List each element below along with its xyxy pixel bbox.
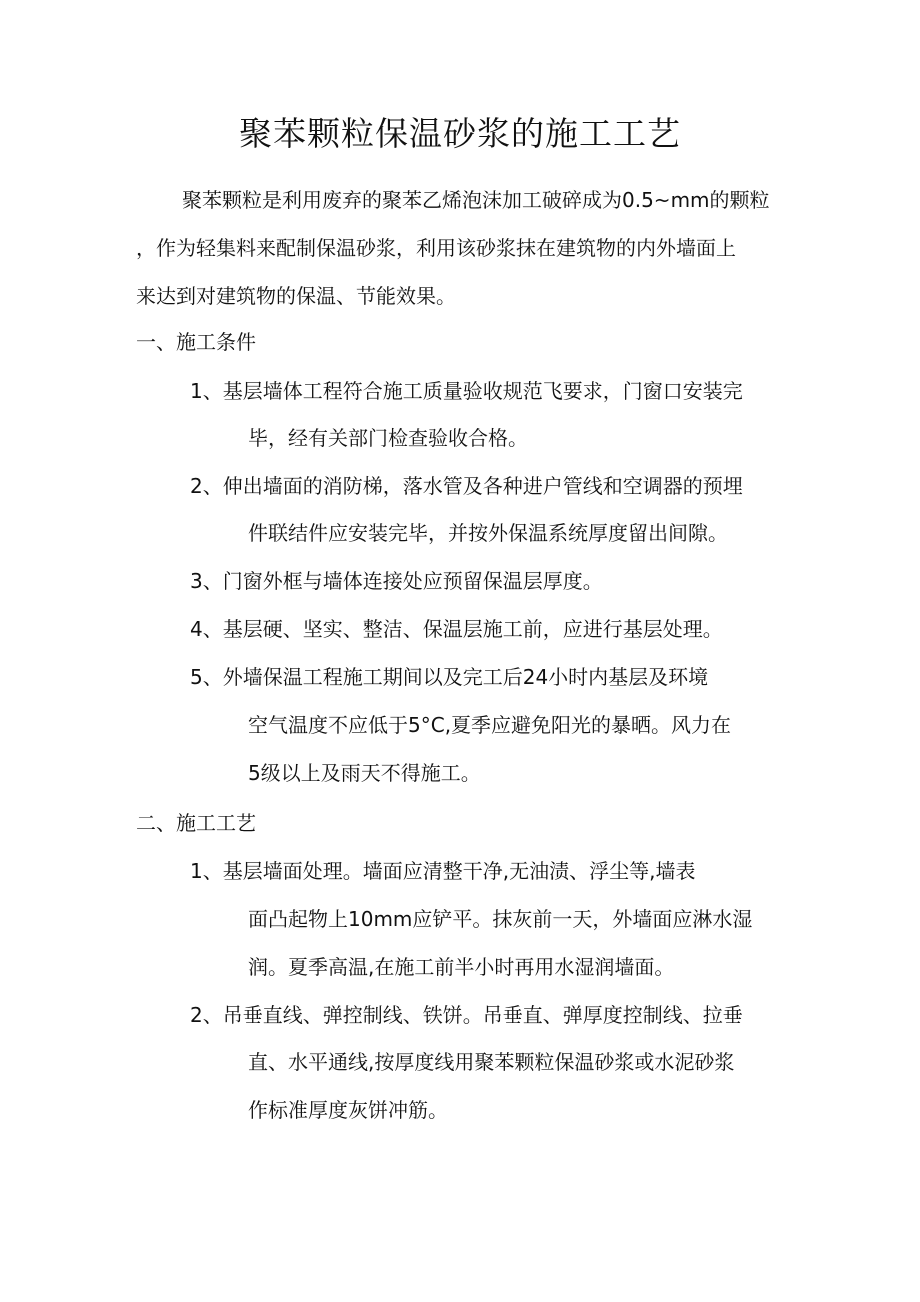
intro-line: ，作为轻集料来配制保温砂浆，利用该砂浆抹在建筑物的内外墙面上 <box>136 236 736 260</box>
list-item-line: 1、基层墙体工程符合施工质量验收规范飞要求，门窗口安装完 <box>190 379 743 403</box>
list-item-line: 件联结件应安装完毕，并按外保温系统厚度留出间隙。 <box>248 521 728 545</box>
list-item-line: 4、基层硬、坚实、整洁、保温层施工前，应进行基层处理。 <box>190 617 723 641</box>
list-item-line: 作标准厚度灰饼冲筋。 <box>248 1098 448 1122</box>
list-item-line: 空气温度不应低于5°C,夏季应避免阳光的暴晒。风力在 <box>248 713 732 737</box>
section-heading-construction-conditions: 一、施工条件 <box>136 330 256 354</box>
intro-line: 来达到对建筑物的保温、节能效果。 <box>136 284 456 308</box>
list-item-line: 2、伸出墙面的消防梯，落水管及各种进户管线和空调器的预埋 <box>190 474 743 498</box>
list-item-line: 2、吊垂直线、弹控制线、铁饼。吊垂直、弹厚度控制线、拉垂 <box>190 1003 743 1027</box>
list-item-line: 1、基层墙面处理。墙面应清整干净,无油渍、浮尘等,墙表 <box>190 859 696 883</box>
list-item-line: 毕，经有关部门检查验收合格。 <box>248 426 528 450</box>
list-item-line: 3、门窗外框与墙体连接处应预留保温层厚度。 <box>190 569 603 593</box>
intro-line: 聚苯颗粒是利用废弃的聚苯乙烯泡沫加工破碎成为0.5~mm的颗粒 <box>182 188 770 212</box>
section-heading-construction-process: 二、施工工艺 <box>136 811 256 835</box>
list-item-line: 5、外墙保温工程施工期间以及完工后24小时内基层及环境 <box>190 665 709 689</box>
list-item-line: 5级以上及雨天不得施工。 <box>248 761 481 785</box>
list-item-line: 润。夏季高温,在施工前半小时再用水湿润墙面。 <box>248 955 675 979</box>
list-item-line: 面凸起物上10mm应铲平。抹灰前一天，外墙面应淋水湿 <box>248 907 753 931</box>
document-title: 聚苯颗粒保温砂浆的施工工艺 <box>239 114 681 153</box>
list-item-line: 直、水平通线,按厚度线用聚苯颗粒保温砂浆或水泥砂浆 <box>248 1050 735 1074</box>
